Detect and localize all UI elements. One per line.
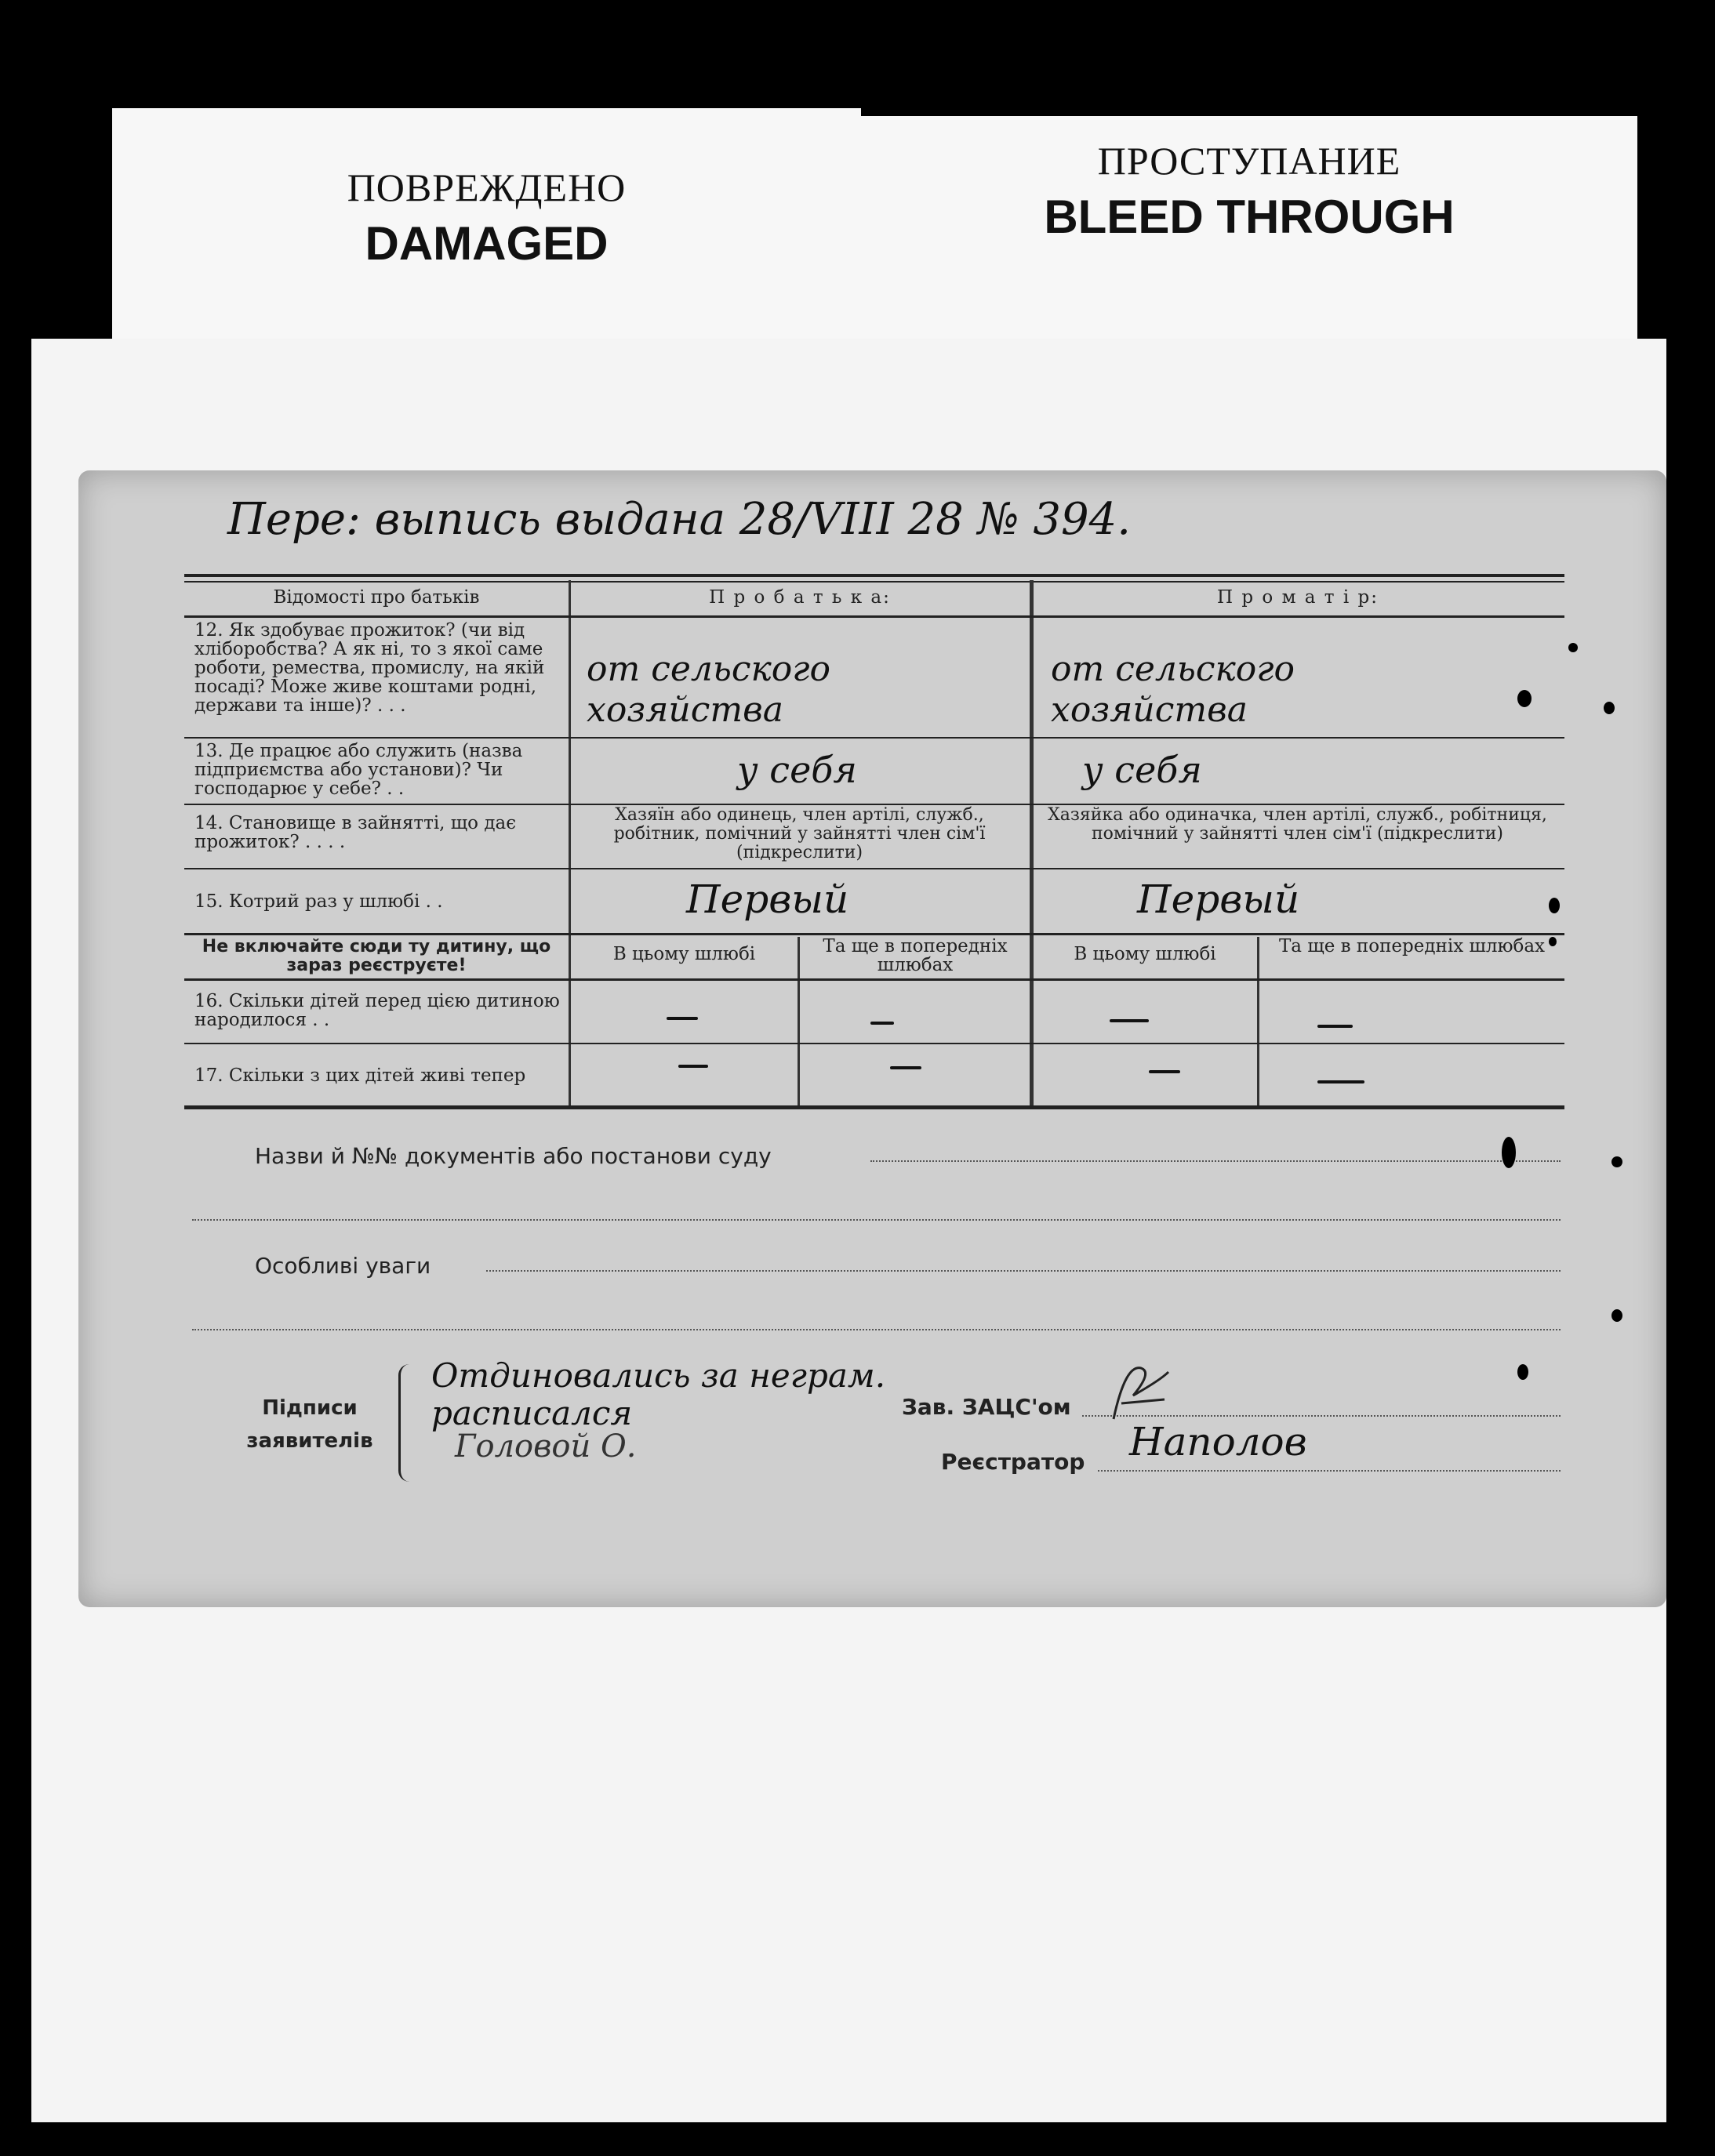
binding-hole [1611, 1156, 1622, 1167]
registrar-label: Реєстратор [941, 1449, 1085, 1475]
binding-hole [1549, 937, 1557, 946]
documents-label: Назви й №№ документів або постанови суду [255, 1143, 772, 1169]
row15-question: 15. Котрий раз у шлюбі . . [194, 891, 443, 912]
row12-mother-answer: от сельского хозяйства [1051, 649, 1295, 730]
row15-mother-answer: Первый [1137, 877, 1300, 922]
header-mother: П р о м а т і р: [1217, 587, 1379, 608]
col-divider-4 [1257, 937, 1259, 1105]
remarks-label: Особливі уваги [255, 1253, 431, 1279]
top-rule-2 [184, 581, 1564, 583]
row13-question: 13. Де працює або служить (назва підприємства або установи)? Чи господарює у себе? . . [194, 741, 523, 799]
father-this-marriage-header: В цьому шлюбі [612, 944, 756, 964]
signatures-bracket [398, 1364, 412, 1482]
bleed-label-en: BLEED THROUGH [1044, 191, 1455, 243]
registrar-signature: Наполов [1129, 1419, 1307, 1465]
col-divider-1 [569, 580, 571, 1105]
documents-line [870, 1160, 1561, 1162]
row13-mother-answer: у себя [1082, 749, 1202, 791]
zags-head-label: Зав. ЗАЦС'ом [902, 1394, 1071, 1420]
row16-mother-prev-dash [1317, 1025, 1353, 1028]
row16-father-this-dash [667, 1017, 698, 1020]
signature-line-1: Отдиновались за неграм. [431, 1356, 886, 1395]
binding-hole [1611, 1309, 1622, 1322]
row16-father-prev-dash [870, 1022, 894, 1025]
row14-rule [184, 868, 1564, 869]
header-parents-info: Відомості про батьків [273, 587, 480, 608]
col-divider-3 [798, 937, 800, 1105]
row12-question: 12. Як здобуває прожиток? (чи від хліборобства? А як ні, то з якої саме роботи, ремества, промислу, на якій посаді? Може живе коштами родні, держави та інше)? . . . [194, 620, 545, 716]
row15-rule [184, 933, 1564, 935]
row17-father-prev-dash [890, 1066, 921, 1069]
bleed-label-ru: ПРОСТУПАНИЕ [1097, 139, 1401, 183]
signature-line-3: Головой О. [455, 1428, 637, 1465]
mother-previous-header: Та ще в попередніх шлюбах [1278, 936, 1546, 956]
row16-question: 16. Скільки дітей перед цією дитиною народилося . . [194, 991, 560, 1030]
row14-question: 14. Становище в зайнятті, що дає прожиток? . . . . [194, 813, 517, 852]
row14-mother-options: Хазяйка або одиначка, член артілі, служб., робітниця, помічний у зайнятті член сім'ї (підкреслити) [1048, 805, 1547, 844]
row12-rule [184, 737, 1564, 739]
col-divider-2 [1030, 580, 1034, 1105]
binding-hole [1604, 702, 1615, 714]
row13-father-answer: у себя [737, 749, 857, 791]
bleed-through-label-card [861, 116, 1637, 343]
bottom-rule [184, 1105, 1564, 1109]
damaged-label-en: DAMAGED [365, 217, 609, 270]
binding-hole [1502, 1137, 1516, 1168]
top-note: Пере: выпись выдана 28/VIII 28 № 394. [227, 494, 1132, 545]
exclude-child-note: Не включайте сюди ту дитину, що зараз реєструєте! [202, 937, 551, 975]
documents-line-2 [192, 1219, 1561, 1221]
binding-hole [1517, 1364, 1528, 1380]
row17-mother-this-dash [1149, 1070, 1180, 1073]
mother-this-marriage-header: В цьому шлюбі [1074, 944, 1216, 964]
registrar-line [1098, 1470, 1561, 1472]
zags-signature-flourish [1098, 1356, 1176, 1427]
signature-line-2: расписался [431, 1394, 633, 1432]
remarks-line-2 [192, 1329, 1561, 1330]
header-father: П р о б а т ь к а: [709, 587, 891, 608]
row15-father-answer: Первый [686, 877, 849, 922]
damaged-label-card [112, 108, 861, 343]
binding-hole [1568, 643, 1578, 652]
row17-question: 17. Скільки з цих дітей живі тепер [194, 1065, 526, 1086]
civil-registry-form [78, 470, 1666, 1607]
father-previous-header: Та ще в попередніх шлюбах [823, 936, 1008, 975]
damaged-label-ru: ПОВРЕЖДЕНО [347, 165, 627, 209]
row17-mother-prev-dash [1317, 1080, 1364, 1083]
row16-mother-this-dash [1110, 1019, 1149, 1022]
header-rule [184, 615, 1564, 618]
row16-rule [184, 1043, 1564, 1044]
subheader-rule [184, 978, 1564, 981]
row12-father-answer: от сельского хозяйства [587, 649, 830, 730]
binding-hole [1517, 690, 1532, 707]
row14-father-options: Хазяїн або одинець, член артілі, служб., робітник, помічний у зайнятті член сім'ї (підкреслити) [613, 805, 986, 862]
top-rule [184, 574, 1564, 577]
remarks-line [486, 1270, 1561, 1272]
binding-hole [1549, 898, 1560, 913]
signatures-label: Підписи заявителів [246, 1396, 373, 1453]
row17-father-this-dash [678, 1065, 708, 1068]
